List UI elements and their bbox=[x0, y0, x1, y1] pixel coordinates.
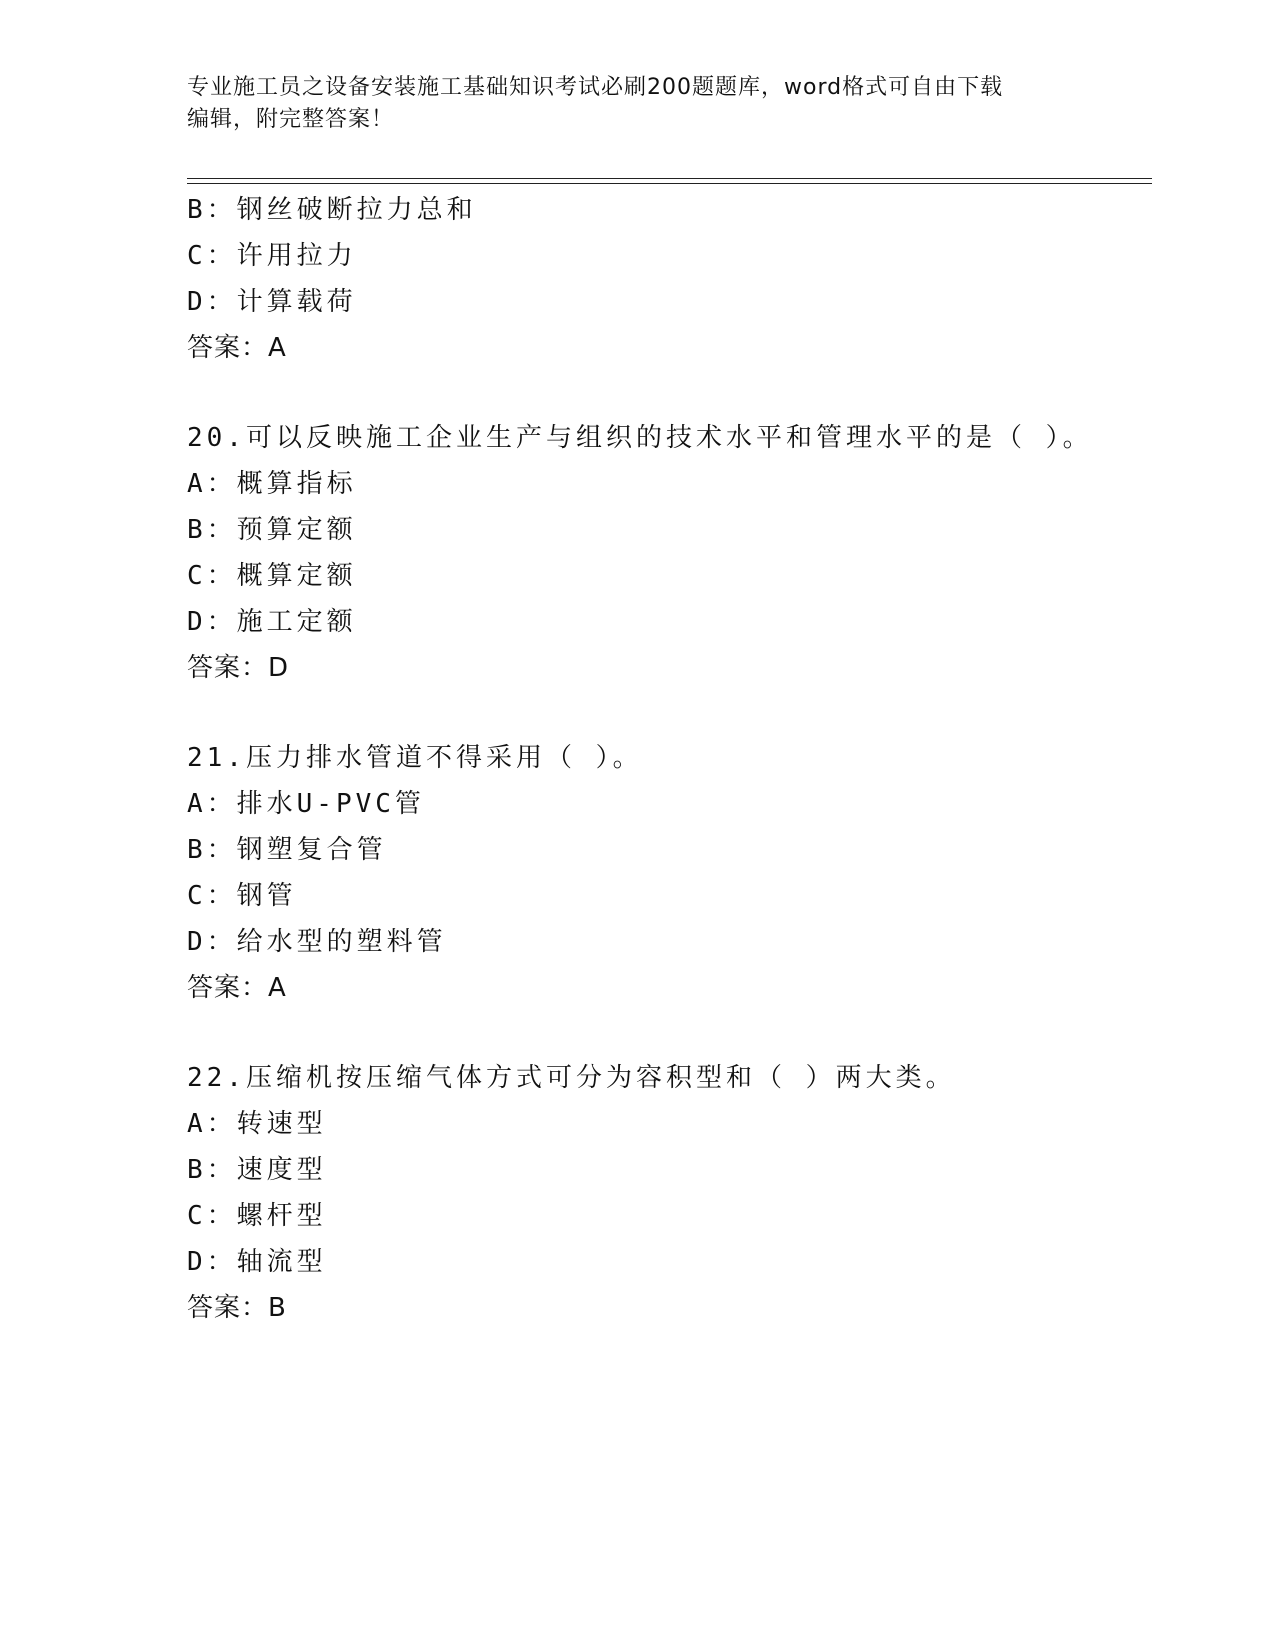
question-stem: 20.可以反映施工企业生产与组织的技术水平和管理水平的是（ ）。 bbox=[187, 423, 1093, 453]
header-line-1: 专业施工员之设备安装施工基础知识考试必刷200题题库，word格式可自由下载 bbox=[187, 75, 1004, 100]
question-block-22 bbox=[187, 1055, 1147, 1331]
option-d: D：轴流型 bbox=[187, 1247, 327, 1277]
answer-line: 答案：B bbox=[187, 1293, 287, 1323]
answer-line: 答案：A bbox=[187, 973, 287, 1003]
option-b: B：速度型 bbox=[187, 1155, 327, 1185]
question-list bbox=[187, 187, 1147, 1331]
option-d: D：计算载荷 bbox=[187, 287, 357, 317]
question-stem: 22.压缩机按压缩气体方式可分为容积型和（ ）两大类。 bbox=[187, 1063, 956, 1093]
option-a: A：排水U-PVC管 bbox=[187, 789, 425, 819]
option-c: C：螺杆型 bbox=[187, 1201, 327, 1231]
answer-line: 答案：A bbox=[187, 333, 287, 363]
option-c: C：钢管 bbox=[187, 881, 297, 911]
option-b: B：钢丝破断拉力总和 bbox=[187, 195, 477, 225]
option-b: B：预算定额 bbox=[187, 515, 357, 545]
question-stem: 21.压力排水管道不得采用（ ）。 bbox=[187, 743, 643, 773]
option-c: C：概算定额 bbox=[187, 561, 357, 591]
header-divider-bottom bbox=[187, 183, 1152, 184]
option-c: C：许用拉力 bbox=[187, 241, 357, 271]
option-a: A：概算指标 bbox=[187, 469, 357, 499]
option-d: D：施工定额 bbox=[187, 607, 357, 637]
option-b: B：钢塑复合管 bbox=[187, 835, 387, 865]
option-a: A：转速型 bbox=[187, 1109, 327, 1139]
document-header bbox=[187, 72, 1087, 136]
question-block-21 bbox=[187, 735, 1147, 1011]
question-block-20 bbox=[187, 415, 1147, 691]
option-d: D：给水型的塑料管 bbox=[187, 927, 447, 957]
question-block-continued bbox=[187, 187, 1147, 371]
header-divider-top bbox=[187, 178, 1152, 179]
answer-line: 答案：D bbox=[187, 653, 290, 683]
header-line-2: 编辑，附完整答案！ bbox=[187, 107, 395, 132]
